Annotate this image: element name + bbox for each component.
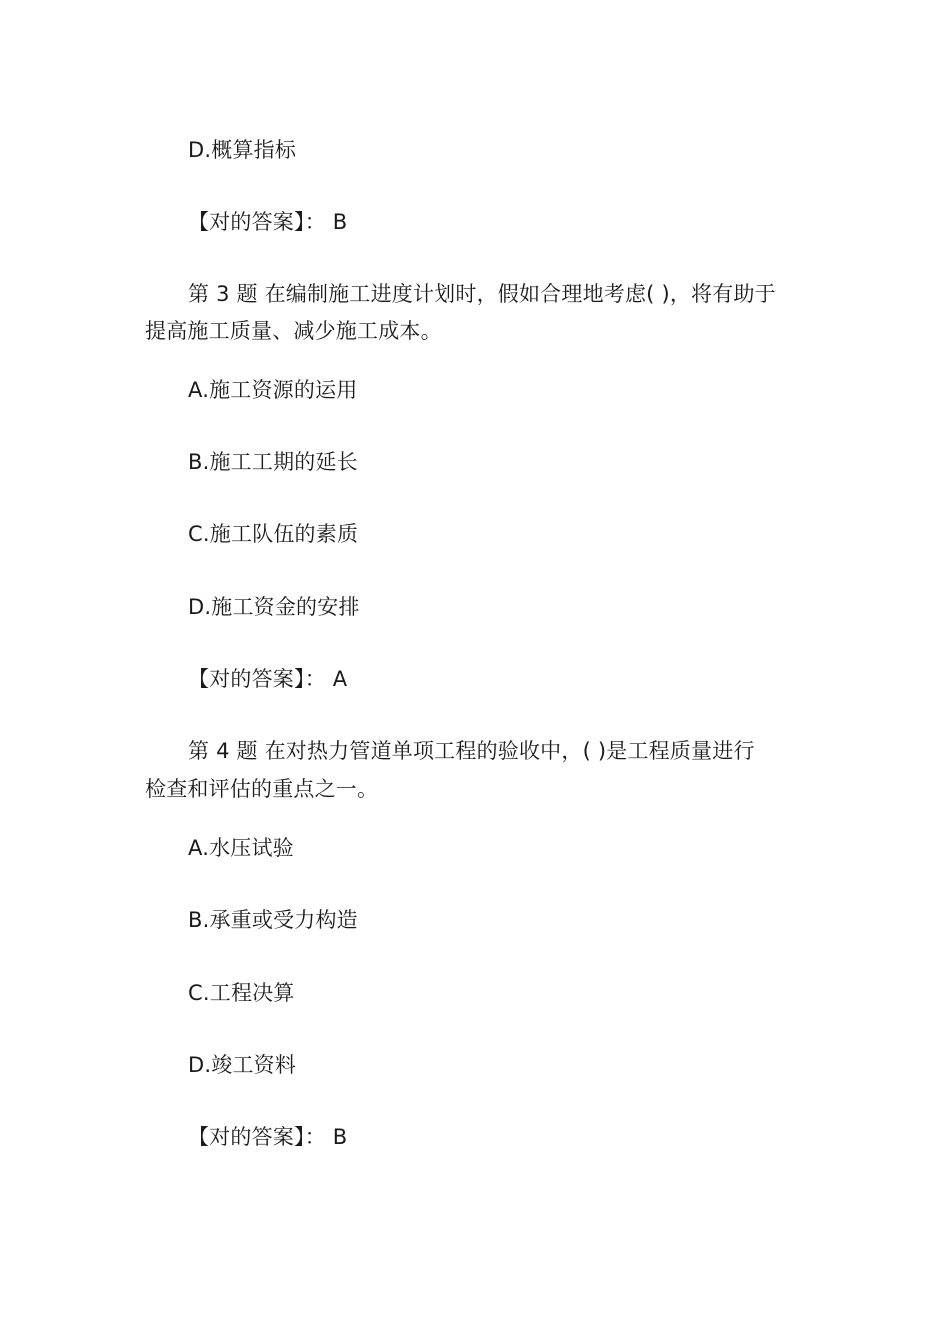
question-3-line1: 第 3 题 在编制施工进度计划时，假如合理地考虑( )，将有助于 xyxy=(188,282,776,306)
question-4-line2: 检查和评估的重点之一。 xyxy=(145,777,379,801)
q4-option-a: A.水压试验 xyxy=(188,836,294,860)
q4-option-b: B.承重或受力构造 xyxy=(188,908,358,932)
q3-option-a: A.施工资源的运用 xyxy=(188,378,358,402)
q3-option-b: B.施工工期的延长 xyxy=(188,450,358,474)
q3-option-d: D.施工资金的安排 xyxy=(188,595,360,619)
answer-q2: 【对的答案】： B xyxy=(188,210,348,234)
question-4-line1: 第 4 题 在对热力管道单项工程的验收中，( )是工程质量进行 xyxy=(188,739,755,763)
answer-q3: 【对的答案】： A xyxy=(188,667,348,691)
q3-option-c: C.施工队伍的素质 xyxy=(188,522,359,546)
answer-q4: 【对的答案】： B xyxy=(188,1125,348,1149)
q4-option-d: D.竣工资料 xyxy=(188,1053,297,1077)
question-3-line2: 提高施工质量、减少施工成本。 xyxy=(145,319,442,343)
option-d-prev: D.概算指标 xyxy=(188,138,297,162)
q4-option-c: C.工程决算 xyxy=(188,981,295,1005)
